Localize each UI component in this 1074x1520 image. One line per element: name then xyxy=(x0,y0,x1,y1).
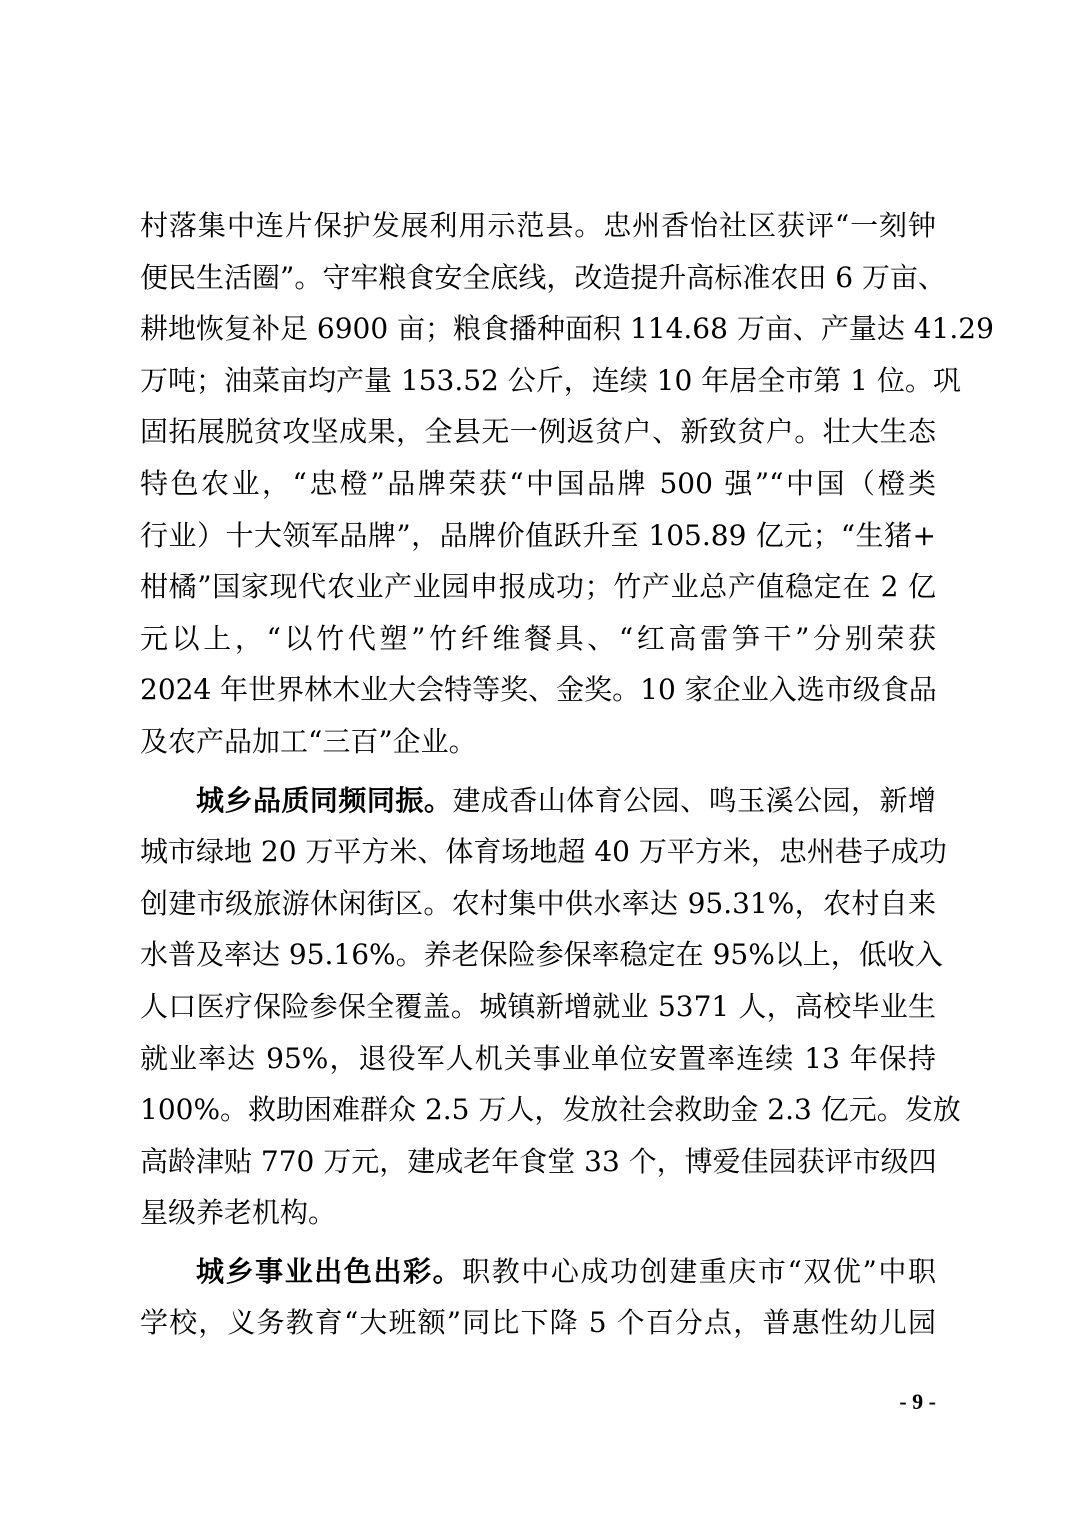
text-line: 行业）十大领军品牌”，品牌价值跃升至 105.89 亿元；“生猪+ xyxy=(140,518,936,552)
text-line: 固拓展脱贫攻坚成果，全县无一例返贫户、新致贫户。壮大生态 xyxy=(140,415,936,449)
text-line: 耕地恢复补足 6900 亩；粮食播种面积 114.68 万亩、产量达 41.29 xyxy=(140,312,994,346)
paragraph-lead-heading: 城乡事业出色出彩。 xyxy=(196,1254,463,1288)
text-line: 便民生活圈”。守牢粮食安全底线，改造提升高标准农田 6 万亩、 xyxy=(140,260,946,294)
text-line: 及农产品加工“三百”企业。 xyxy=(140,724,477,758)
paragraph-2 xyxy=(140,775,961,1239)
text-line: 柑橘”国家现代农业产业园申报成功；竹产业总产值稳定在 2 亿 xyxy=(140,570,936,604)
text-line: 100%。救助困难群众 2.5 万人，发放社会救助金 2.3 亿元。发放 xyxy=(140,1093,961,1127)
text-line: 人口医疗保险参保全覆盖。城镇新增就业 5371 人，高校毕业生 xyxy=(140,989,936,1023)
paragraph-3 xyxy=(140,1246,936,1349)
paragraph-lead-text: 建成香山体育公园、鸣玉溪公园，新增 xyxy=(452,783,936,817)
text-line: 万吨；油菜亩均产量 153.52 公斤，连续 10 年居全市第 1 位。巩 xyxy=(140,363,961,397)
text-line-first xyxy=(140,1246,936,1298)
text-line: 村落集中连片保护发展利用示范县。忠州香怡社区获评“一刻钟 xyxy=(140,209,936,242)
text-line: 星级养老机构。 xyxy=(140,1196,337,1230)
page-number: - 9 - xyxy=(899,1389,936,1414)
text-line: 创建市级旅游休闲街区。农村集中供水率达 95.31%，农村自来 xyxy=(140,886,936,920)
body-text xyxy=(140,200,994,1349)
text-line: 城市绿地 20 万平方米、体育场地超 40 万平方米，忠州巷子成功 xyxy=(140,835,947,869)
paragraph-lead-text: 职教中心成功创建重庆市“双优”中职 xyxy=(462,1254,936,1288)
text-line: 2024 年世界林木业大会特等奖、金奖。10 家企业入选市级食品 xyxy=(140,673,937,707)
text-line: 学校，义务教育“大班额”同比下降 5 个百分点，普惠性幼儿园 xyxy=(140,1306,936,1340)
paragraph-lead-heading: 城乡品质同频同振。 xyxy=(196,783,453,817)
text-line-first xyxy=(140,775,936,827)
text-line: 高龄津贴 770 万元，建成老年食堂 33 个，博爱佳园获评市级四 xyxy=(140,1144,937,1178)
text-line: 就业率达 95%，退役军人机关事业单位安置率连续 13 年保持 xyxy=(140,1041,936,1075)
text-line: 元以上，“以竹代塑”竹纤维餐具、“红高雷笋干”分别荣获 xyxy=(140,621,936,655)
text-line: 水普及率达 95.16%。养老保险参保率稳定在 95%以上，低收入 xyxy=(140,938,943,972)
paragraph-1 xyxy=(140,200,994,768)
text-line: 特色农业，“忠橙”品牌荣获“中国品牌 500 强”“中国（橙类 xyxy=(140,466,936,500)
